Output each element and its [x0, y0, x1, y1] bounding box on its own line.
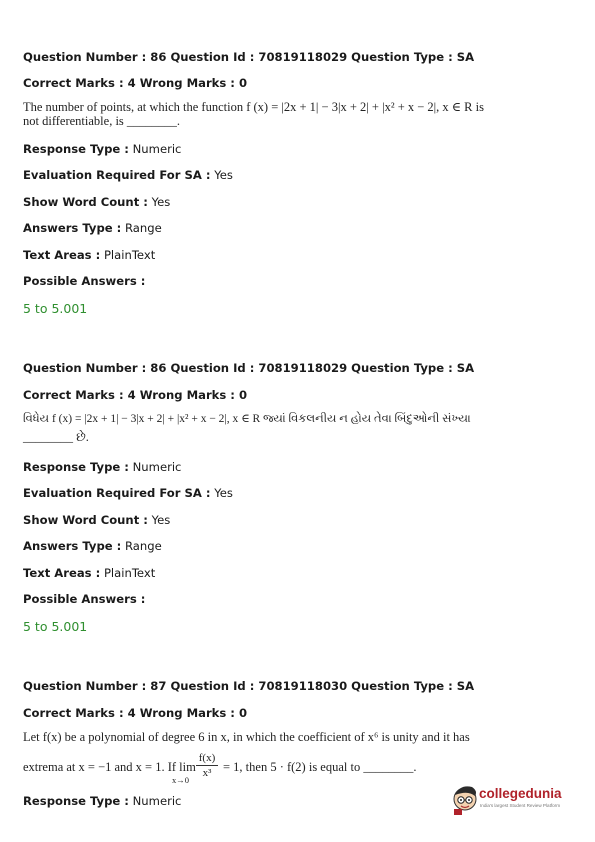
answers-type-row — [23, 539, 162, 553]
question-text-continued: = 1, then 5 · f(2) is equal to ________. — [223, 760, 417, 774]
question-text-limit-part: extrema at x = −1 and x = 1. If lim — [23, 760, 196, 774]
possible-answers-label: Possible Answers : — [23, 592, 146, 606]
text-areas-label: Text Areas : — [23, 566, 101, 580]
evaluation-required-label: Evaluation Required For SA : — [23, 168, 211, 182]
response-type-value: Numeric — [132, 460, 182, 474]
fraction-numerator: f(x) — [198, 752, 216, 764]
evaluation-required-value: Yes — [214, 168, 233, 182]
question-text: Let f(x) be a polynomial of degree 6 in x, in which the coefficient of x⁶ is unity and it has — [23, 730, 470, 744]
response-type-label: Response Type : — [23, 142, 129, 156]
evaluation-required-row — [23, 168, 233, 182]
answers-type-value: Range — [124, 221, 162, 235]
evaluation-required-label: Evaluation Required For SA : — [23, 486, 211, 500]
text-areas-row — [23, 566, 155, 580]
fraction-denominator: x³ — [202, 767, 212, 779]
question-text: વિધેય f (x) = |2x + 1| − 3|x + 2| + |x² + x − 2|, x ∈ R જ્યાં વિકલનીય ન હોય તેવા બિંદુઓની સંખ્યા — [23, 413, 471, 425]
show-word-count-value: Yes — [151, 513, 171, 527]
mascot-icon — [452, 782, 480, 816]
text-areas-row — [23, 248, 155, 262]
question-text-continued: ________ છે. — [23, 430, 89, 444]
answers-type-label: Answers Type : — [23, 221, 122, 235]
limit-subscript: x→0 — [172, 775, 189, 785]
possible-answer-value: 5 to 5.001 — [23, 301, 88, 316]
text-areas-value: PlainText — [103, 248, 156, 262]
answers-type-value: Range — [124, 539, 162, 553]
question-text: The number of points, at which the function f (x) = |2x + 1| − 3|x + 2| + |x² + x − 2|, x ∈ R is — [23, 100, 484, 114]
possible-answers-label: Possible Answers : — [23, 274, 146, 288]
show-word-count-row — [23, 513, 170, 527]
question-header: Question Number : 86 Question Id : 70819118029 Question Type : SA — [23, 361, 475, 375]
question-header: Question Number : 86 Question Id : 70819118029 Question Type : SA — [23, 50, 475, 64]
response-type-value: Numeric — [132, 794, 182, 808]
logo-tagline: India's largest Student Review Platform — [480, 803, 561, 808]
marks-line: Correct Marks : 4 Wrong Marks : 0 — [23, 76, 248, 90]
text-areas-value: PlainText — [103, 566, 156, 580]
question-text-continued: not differentiable, is ________. — [23, 114, 181, 128]
response-type-value: Numeric — [132, 142, 182, 156]
show-word-count-value: Yes — [151, 195, 171, 209]
possible-answer-value: 5 to 5.001 — [23, 619, 88, 634]
text-areas-label: Text Areas : — [23, 248, 101, 262]
evaluation-required-value: Yes — [214, 486, 233, 500]
show-word-count-label: Show Word Count : — [23, 513, 148, 527]
logo-wordmark: collegedunia — [479, 786, 562, 801]
question-header: Question Number : 87 Question Id : 70819118030 Question Type : SA — [23, 679, 475, 693]
response-type-row — [23, 794, 181, 808]
marks-line: Correct Marks : 4 Wrong Marks : 0 — [23, 388, 248, 402]
answers-type-label: Answers Type : — [23, 539, 122, 553]
marks-line: Correct Marks : 4 Wrong Marks : 0 — [23, 706, 248, 720]
answers-type-row — [23, 221, 162, 235]
show-word-count-label: Show Word Count : — [23, 195, 148, 209]
response-type-label: Response Type : — [23, 460, 129, 474]
evaluation-required-row — [23, 486, 233, 500]
response-type-row — [23, 460, 181, 474]
response-type-label: Response Type : — [23, 794, 129, 808]
response-type-row — [23, 142, 181, 156]
limit-fraction — [196, 752, 218, 779]
fraction-bar — [196, 765, 218, 766]
show-word-count-row — [23, 195, 170, 209]
